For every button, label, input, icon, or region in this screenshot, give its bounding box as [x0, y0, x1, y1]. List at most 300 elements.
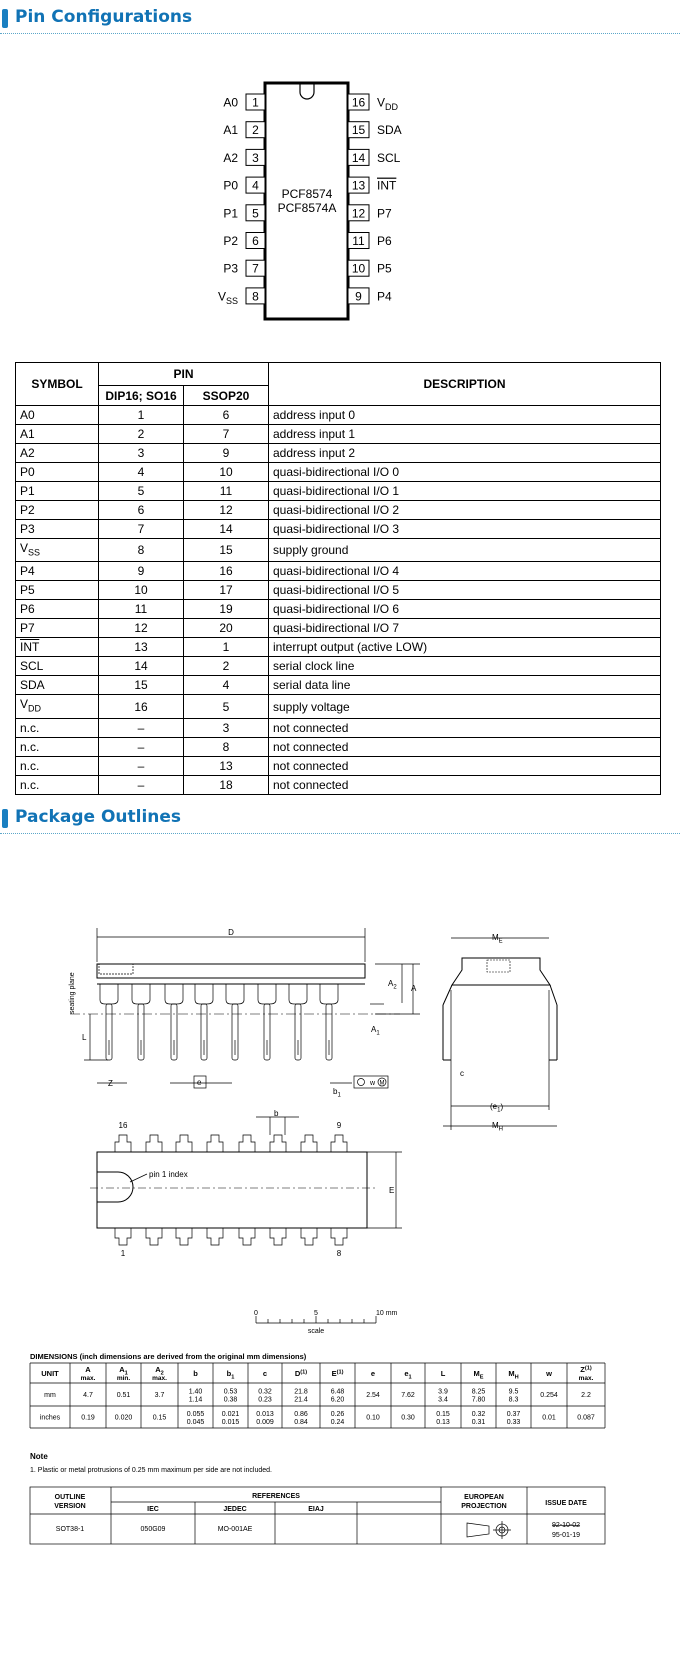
ssop-cell: 8 — [184, 737, 269, 756]
dim-header — [263, 1369, 267, 1378]
lead-shoulder — [289, 984, 307, 1004]
symbol-text: P1 — [20, 484, 35, 498]
dim-header-sub: 1 — [408, 1374, 412, 1381]
label-pin1-index: pin 1 index — [149, 1170, 188, 1179]
label-b1-main: b — [333, 1087, 338, 1096]
symbol-text: A0 — [20, 408, 35, 422]
label-e1-close: ) — [500, 1102, 504, 1112]
dip-cell: – — [99, 775, 184, 794]
table-row — [16, 638, 661, 657]
dim-cell-min: 21.4 — [294, 1396, 308, 1404]
dim-cell: 0.01 — [542, 1414, 556, 1422]
pin-label-main: SCL — [377, 150, 401, 165]
description-cell: address input 2 — [269, 444, 661, 463]
lead-shoulder — [100, 984, 118, 1004]
leader-line — [130, 1174, 147, 1182]
dim-header-main: D — [294, 1369, 301, 1378]
symbol-cell — [16, 425, 99, 444]
ssop-cell: 3 — [184, 718, 269, 737]
top-view — [90, 1109, 402, 1258]
references-table — [30, 1487, 605, 1544]
scale-label: 5 — [314, 1310, 318, 1317]
outline-value: SOT38-1 — [55, 1526, 85, 1533]
dip-cell: 4 — [99, 463, 184, 482]
pin-label-main: V — [377, 95, 386, 110]
symbol-text: n.c. — [20, 720, 40, 735]
scale-caption: scale — [307, 1328, 325, 1335]
dimensions-caption: DIMENSIONS (inch dimensions are derived from the original mm dimensions) — [30, 1352, 307, 1361]
dim-header-sub: (1) — [300, 1369, 308, 1376]
ssop-cell: 20 — [184, 619, 269, 638]
pin-label-main: P7 — [377, 206, 392, 221]
pin-number: 13 — [351, 178, 366, 193]
label-ME-main: M — [492, 933, 499, 942]
description-cell: quasi-bidirectional I/O 0 — [269, 463, 661, 482]
pinout-diagram — [0, 60, 680, 330]
table-row — [16, 425, 661, 444]
description-cell: supply ground — [269, 539, 661, 562]
issue-date-new: 95-01-19 — [551, 1532, 581, 1539]
pin-label — [223, 234, 238, 248]
pin-label-sub: DD — [385, 102, 399, 113]
dim-cell-min: 0.13 — [436, 1419, 450, 1426]
bottom-lead — [176, 1228, 192, 1245]
table-row — [16, 600, 661, 619]
dim-header-main: e — [370, 1369, 376, 1378]
dip-header: DIP16; SO16 — [99, 386, 184, 406]
dim-header-main: A — [119, 1365, 125, 1374]
label-A2-sub: 2 — [393, 984, 397, 991]
symbol-cell — [16, 718, 99, 737]
ssop-cell: 10 — [184, 463, 269, 482]
projection-symbol-cone — [467, 1523, 489, 1537]
symbol-text: $\overline{INT}$ — [20, 640, 40, 655]
dim-cell-min: 0.33 — [506, 1419, 521, 1426]
label-pin9: 9 — [336, 1121, 342, 1130]
dip-cell: 14 — [99, 657, 184, 676]
ssop-cell: 6 — [184, 406, 269, 425]
dim-cell-min: 3.4 — [438, 1396, 448, 1404]
projection-header: PROJECTION — [461, 1503, 507, 1510]
symbol-cell — [16, 737, 99, 756]
symbol-text: P6 — [20, 602, 35, 617]
eiaj-header: EIAJ — [308, 1506, 324, 1513]
dim-header — [295, 1369, 307, 1378]
scale-bar — [254, 1310, 398, 1335]
symbol-text: P4 — [20, 564, 35, 579]
dim-cell-max: 0.26 — [330, 1411, 345, 1418]
pin-label — [223, 179, 238, 193]
label-Z: Z — [108, 1079, 113, 1088]
symbol-cell — [16, 444, 99, 463]
dim-header-main: L — [440, 1369, 446, 1378]
description-cell: serial clock line — [269, 657, 661, 676]
scale-label: 10 mm — [376, 1310, 398, 1317]
label-seating-plane: seating plane — [69, 972, 76, 1014]
ssop-cell: 9 — [184, 444, 269, 463]
symbol-cell — [16, 501, 99, 520]
label-D: D — [228, 928, 234, 937]
pin-number: 9 — [355, 289, 362, 304]
label-pin1: 1 — [120, 1249, 126, 1258]
dim-header — [474, 1369, 484, 1380]
iec-header: IEC — [147, 1506, 159, 1513]
pin-number: 14 — [351, 150, 366, 165]
dim-header-main: M — [473, 1369, 480, 1378]
symbol-text: SCL — [20, 659, 44, 674]
description-cell: quasi-bidirectional I/O 2 — [269, 501, 661, 520]
label-b: b — [274, 1109, 279, 1118]
table-row — [16, 501, 661, 520]
package-body-top — [97, 964, 365, 978]
ssop-cell: 17 — [184, 581, 269, 600]
dim-header — [41, 1369, 59, 1378]
table-row — [16, 581, 661, 600]
symbol-header: SYMBOL — [16, 363, 99, 406]
dip-cell: 1 — [99, 406, 184, 425]
dip-cell: 10 — [99, 581, 184, 600]
symbol-text: n.c. — [20, 739, 40, 754]
description-header: DESCRIPTION — [269, 363, 661, 406]
package-outline-drawing — [0, 910, 680, 1674]
dip-cell: 5 — [99, 482, 184, 501]
dim-cell: mm — [44, 1392, 56, 1399]
description-cell: quasi-bidirectional I/O 5 — [269, 581, 661, 600]
table-row — [16, 482, 661, 501]
outline-header: VERSION — [54, 1503, 86, 1510]
table-row — [16, 737, 661, 756]
table-row — [16, 676, 661, 695]
dip-cell: 16 — [99, 695, 184, 718]
pin-label — [377, 206, 392, 220]
symbol-text: P0 — [20, 465, 35, 479]
dim-cell-max: 0.32 — [471, 1411, 486, 1418]
label-A — [411, 984, 417, 993]
label-A1-main: A — [371, 1025, 377, 1034]
label-pin16: 16 — [118, 1121, 128, 1130]
dim-header-sub: (1) — [584, 1365, 592, 1372]
ssop-cell: 18 — [184, 775, 269, 794]
pin-label-main: V — [217, 289, 226, 304]
pin-label-main: P2 — [223, 234, 238, 248]
pin-number: 8 — [252, 289, 259, 304]
description-cell: quasi-bidirectional I/O 4 — [269, 562, 661, 581]
symbol-cell — [16, 463, 99, 482]
pin-label — [377, 151, 401, 165]
symbol-text: n.c. — [20, 758, 40, 773]
symbol-text: P2 — [20, 503, 35, 517]
section-header-pin-config — [0, 4, 680, 34]
dim-cell: 7.62 — [401, 1392, 415, 1399]
symbol-cell — [16, 562, 99, 581]
lead-shoulder — [258, 984, 276, 1004]
top-lead — [176, 1135, 192, 1152]
dim-cell-max: 0.37 — [506, 1411, 521, 1418]
symbol-text: P7 — [20, 621, 35, 636]
pin-label-main: SDA — [377, 123, 402, 138]
symbol-cell — [16, 619, 99, 638]
end-body — [452, 958, 550, 985]
label-c: c — [460, 1069, 464, 1078]
dim-header-sub: E — [479, 1374, 484, 1381]
dim-cell: 2.54 — [366, 1392, 380, 1399]
dim-cell-max: 3.9 — [438, 1388, 448, 1396]
lead-shoulder — [132, 984, 150, 1004]
dim-header — [404, 1369, 411, 1380]
pin-label-main: P5 — [377, 261, 392, 276]
table-border — [30, 1487, 605, 1544]
pin-number: 3 — [252, 150, 259, 165]
table-row — [16, 406, 661, 425]
label-e: e — [197, 1078, 202, 1087]
dim-header-sub: (1) — [336, 1369, 344, 1376]
label-MH-sub: H — [498, 1126, 504, 1133]
description-cell: quasi-bidirectional I/O 1 — [269, 482, 661, 501]
dim-cell-min: 0.84 — [294, 1419, 308, 1426]
dotted-divider — [0, 33, 680, 34]
bottom-lead — [331, 1228, 347, 1245]
symbol-text: V — [20, 541, 29, 555]
dim-cell-max: 0.53 — [223, 1388, 238, 1396]
position-symbol — [358, 1079, 365, 1086]
dim-header-qualifier: max. — [80, 1375, 96, 1382]
index-mark — [99, 964, 133, 974]
dip-cell: 11 — [99, 600, 184, 619]
dim-cell: 0.020 — [114, 1414, 133, 1422]
pin-label-sub: SS — [225, 296, 238, 306]
pin-header: PIN — [99, 363, 269, 386]
references-header: REFERENCES — [252, 1493, 300, 1500]
pin-number: 6 — [252, 234, 259, 248]
bottom-lead — [301, 1228, 317, 1245]
pin-label-main: P6 — [377, 234, 392, 248]
symbol-cell — [16, 581, 99, 600]
top-lead — [115, 1135, 131, 1152]
ssop-header: SSOP20 — [184, 386, 269, 406]
pin-label — [377, 179, 397, 193]
dim-header-main: M — [508, 1369, 515, 1378]
pin-label-main: A1 — [223, 123, 238, 138]
dim-cell-min: 0.015 — [221, 1419, 240, 1426]
dim-cell: 3.7 — [154, 1392, 165, 1399]
issue-date-old: 92-10-02 — [551, 1522, 581, 1529]
pin-label-main: INT — [377, 178, 397, 193]
dim-header-main: c — [262, 1369, 268, 1378]
dim-header-main: e — [404, 1369, 409, 1378]
dim-cell: 0.087 — [577, 1414, 595, 1422]
top-lead — [207, 1135, 223, 1152]
pin-number: 2 — [252, 123, 259, 138]
table-row — [16, 539, 661, 562]
description-cell: serial data line — [269, 676, 661, 695]
lead-shoulder — [226, 984, 244, 1004]
index-notch — [97, 1172, 133, 1202]
pin-label-main: A2 — [223, 150, 238, 165]
dim-header — [332, 1369, 344, 1378]
dim-cell-max: 6.48 — [330, 1388, 345, 1396]
pin-label — [223, 123, 238, 137]
label-b1 — [333, 1087, 341, 1098]
dim-header — [193, 1369, 198, 1378]
symbol-cell — [16, 657, 99, 676]
label-MH-main: M — [492, 1121, 499, 1130]
end-lead — [550, 985, 557, 1005]
dim-header — [85, 1365, 91, 1374]
jedec-header: JEDEC — [223, 1506, 247, 1513]
issue-date-header: ISSUE DATE — [545, 1500, 587, 1507]
symbol-cell — [16, 638, 99, 657]
dim-header — [371, 1369, 375, 1378]
ssop-cell: 2 — [184, 657, 269, 676]
section-bar-icon — [2, 9, 8, 28]
symbol-cell — [16, 756, 99, 775]
dim-header-sub: H — [514, 1374, 519, 1381]
dim-cell: 0.15 — [152, 1414, 167, 1422]
pin-label-main: P1 — [223, 206, 238, 221]
pin-label — [377, 123, 402, 137]
dim-cell-min: 8.3 — [508, 1396, 519, 1404]
label-M: M — [379, 1080, 385, 1087]
ssop-cell: 12 — [184, 501, 269, 520]
ssop-cell: 11 — [184, 482, 269, 501]
table-row — [16, 695, 661, 718]
pin-label — [223, 96, 238, 110]
dim-cell-max: 21.8 — [294, 1388, 308, 1396]
dip-cell: 7 — [99, 520, 184, 539]
table-row — [16, 463, 661, 482]
description-cell: not connected — [269, 718, 661, 737]
dimensions-table — [30, 1363, 605, 1428]
note-text: 1. Plastic or metal protrusions of 0.25 mm maximum per side are not included. — [30, 1467, 272, 1474]
label-MH — [492, 1121, 503, 1132]
description-cell: quasi-bidirectional I/O 3 — [269, 520, 661, 539]
dim-header-qualifier: max. — [152, 1375, 167, 1382]
pin-label-main: P0 — [223, 178, 238, 193]
dip-cell: 12 — [99, 619, 184, 638]
dim-header-main: E — [331, 1369, 337, 1378]
top-lead — [239, 1135, 255, 1152]
dim-cell-min: 0.009 — [256, 1419, 274, 1426]
label-E: E — [389, 1186, 395, 1195]
dim-cell-max: 0.021 — [221, 1411, 240, 1418]
dim-cell: inches — [39, 1414, 61, 1422]
symbol-cell — [16, 695, 99, 718]
dim-header-main: b — [193, 1369, 198, 1378]
description-cell: not connected — [269, 756, 661, 775]
lead-shoulder — [165, 984, 183, 1004]
top-body — [97, 1152, 367, 1228]
pin-label — [377, 96, 399, 113]
label-L: L — [82, 1033, 87, 1042]
dim-cell-max: 8.25 — [471, 1388, 486, 1396]
label-pin8: 8 — [336, 1249, 342, 1258]
label-A1-sub: 1 — [376, 1030, 380, 1037]
ssop-cell: 16 — [184, 562, 269, 581]
pin-number: 10 — [351, 261, 366, 276]
dim-header-sub: 1 — [124, 1370, 128, 1377]
dim-cell-max: 0.15 — [436, 1411, 450, 1418]
top-lead — [146, 1135, 162, 1152]
pin-number: 15 — [351, 123, 366, 138]
dim-cell: 2.2 — [581, 1392, 591, 1399]
lead-shoulder — [195, 984, 213, 1004]
jedec-value: MO-001AE — [217, 1526, 253, 1533]
dim-cell-max: 0.013 — [256, 1411, 274, 1418]
bottom-lead — [239, 1228, 255, 1245]
pin-label — [377, 234, 392, 248]
symbol-cell — [16, 676, 99, 695]
dim-header — [508, 1369, 518, 1380]
dim-cell-min: 0.23 — [258, 1396, 272, 1404]
dip-cell: 6 — [99, 501, 184, 520]
label-ME — [492, 933, 503, 944]
dip-cell: 8 — [99, 539, 184, 562]
dotted-divider — [0, 833, 680, 834]
bottom-lead — [146, 1228, 162, 1245]
dip-cell: 15 — [99, 676, 184, 695]
lead-shoulder — [320, 984, 338, 1004]
dip-cell: 3 — [99, 444, 184, 463]
dip-cell: 9 — [99, 562, 184, 581]
description-cell: quasi-bidirectional I/O 6 — [269, 600, 661, 619]
dip-cell: – — [99, 756, 184, 775]
bottom-lead — [270, 1228, 286, 1245]
dim-header-qualifier: max. — [578, 1375, 594, 1382]
dim-cell-min: 7.80 — [471, 1396, 486, 1404]
description-cell: supply voltage — [269, 695, 661, 718]
pin-label-main: A0 — [223, 95, 238, 110]
symbol-subscript: SS — [28, 547, 41, 558]
symbol-subscript: DD — [28, 703, 42, 714]
dim-header — [545, 1369, 552, 1378]
dim-header — [580, 1365, 592, 1374]
symbol-cell — [16, 539, 99, 562]
description-cell: not connected — [269, 737, 661, 756]
dim-cell: 0.254 — [540, 1392, 558, 1399]
symbol-cell — [16, 520, 99, 539]
dim-cell-max: 9.5 — [508, 1388, 519, 1396]
description-cell: quasi-bidirectional I/O 7 — [269, 619, 661, 638]
dim-cell-min: 0.24 — [330, 1419, 345, 1426]
symbol-text: SDA — [20, 678, 45, 693]
symbol-text: A1 — [20, 427, 35, 441]
top-lead — [331, 1135, 347, 1152]
section-header-package — [0, 804, 680, 834]
label-e1-main: (e — [490, 1102, 498, 1111]
pin-label — [223, 206, 238, 220]
table-row — [16, 562, 661, 581]
end-index — [487, 960, 510, 972]
iec-value: 050G09 — [140, 1526, 166, 1533]
pin-label — [223, 262, 238, 276]
pin-label — [223, 151, 238, 165]
label-A-main: A — [411, 984, 417, 993]
ssop-cell: 7 — [184, 425, 269, 444]
section-title: Package Outlines — [15, 807, 182, 827]
dim-cell: 0.19 — [81, 1414, 95, 1422]
pin-table — [15, 362, 661, 795]
dip-cell: – — [99, 718, 184, 737]
dim-cell-min: 0.045 — [186, 1419, 205, 1426]
pin-label — [377, 262, 392, 276]
label-b1-sub: 1 — [337, 1092, 341, 1099]
section-title: Pin Configurations — [15, 7, 193, 27]
dim-cell-max: 0.055 — [186, 1411, 205, 1418]
description-cell: address input 0 — [269, 406, 661, 425]
label-ME-sub: E — [498, 938, 503, 945]
label-A2 — [388, 979, 397, 990]
symbol-cell — [16, 775, 99, 794]
